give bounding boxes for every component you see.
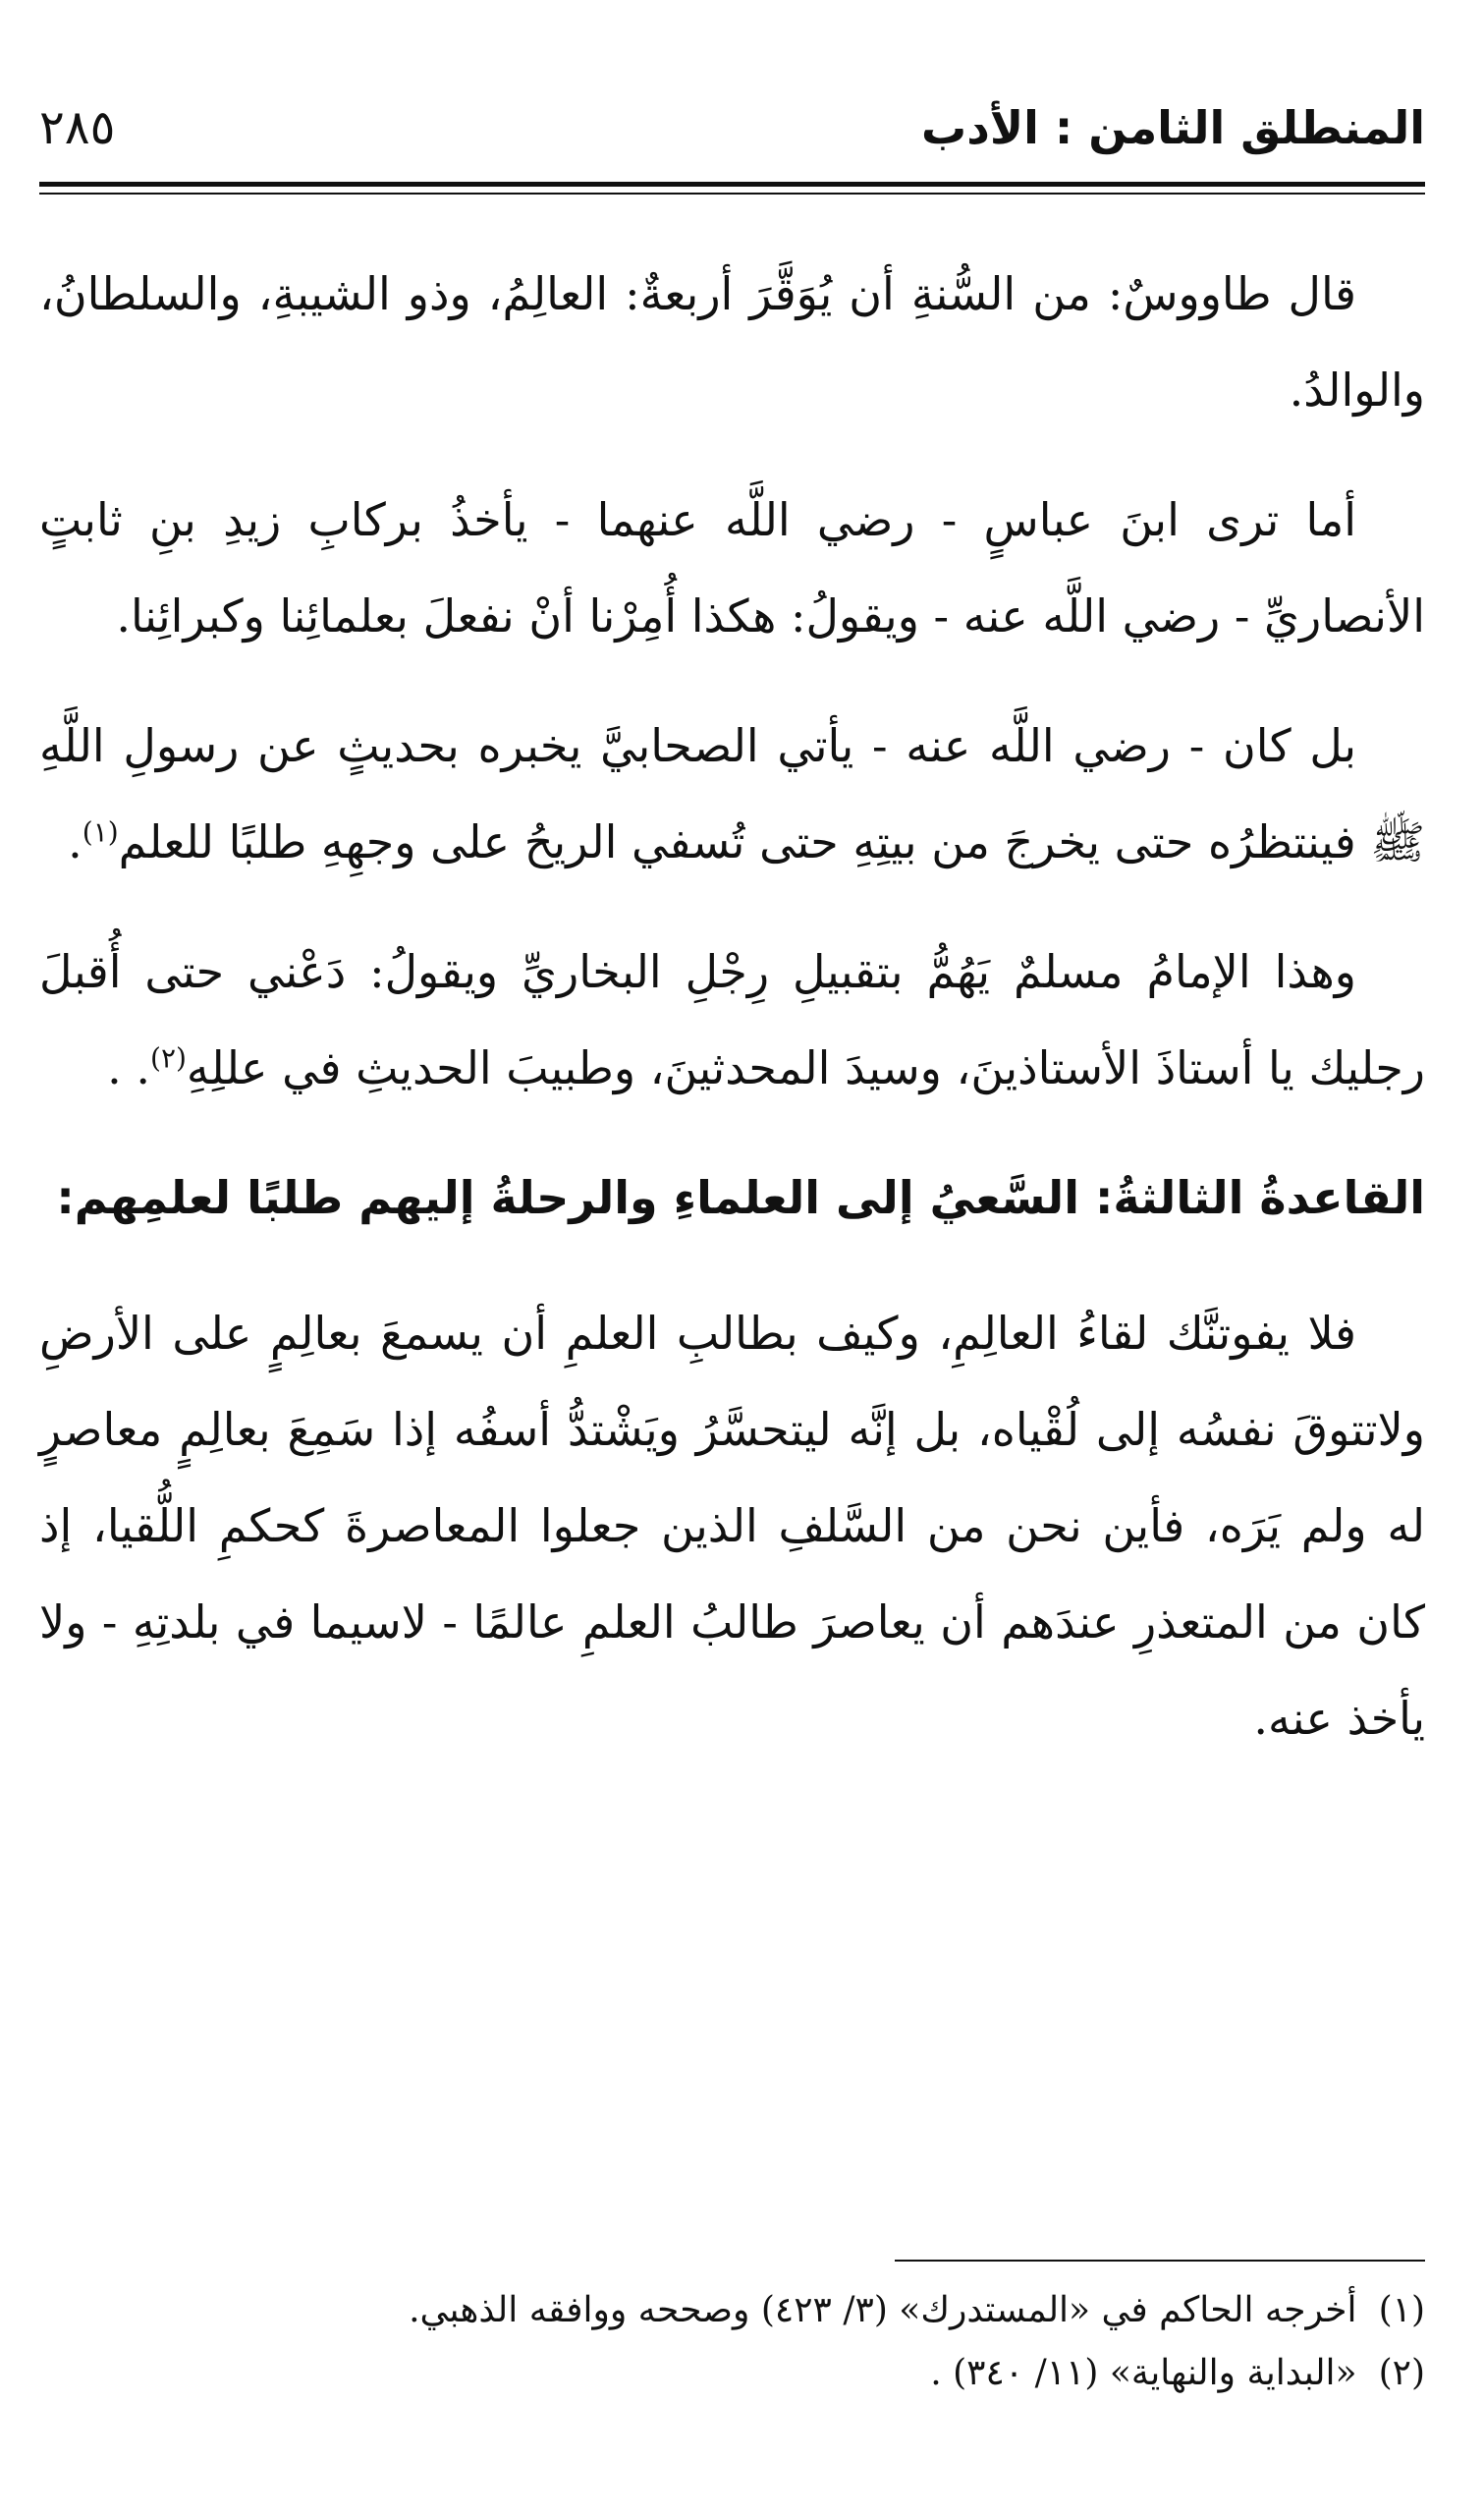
paragraph-ibn-abbas: أما ترى ابنَ عباسٍ - رضي اللَّه عنهما - يأخذُ بركابِ زيدِ بنِ ثابتٍ الأنصاريِّ - رضي اللَّه عنه - ويقولُ: هكذا أُمِرْنا أنْ نفعلَ بعلمائِنا وكبرائِنا.: [39, 493, 1425, 643]
paragraph-muslim: [39, 923, 1425, 1116]
page-number: ٢٨٥: [39, 100, 116, 155]
footnotes: [39, 2279, 1425, 2405]
section-heading: القاعدةُ الثالثةُ: السَّعيُ إلى العلماءِ والرحلةُ إليهم طلبًا لعلمِهم:: [56, 1171, 1425, 1224]
paragraph-muslim-text: وهذا الإمامُ مسلمٌ يَهُمُّ بتقبيلِ رِجْلِ البخاريِّ ويقولُ: دَعْني حتى أُقبلَ رجليك يا أستاذَ الأستاذينَ، وسيدَ المحدثينَ، وطبيبَ الحديثِ في عللِهِ: [39, 945, 1425, 1094]
page-header: [39, 93, 1425, 162]
footnote-ref-1: (١): [82, 815, 119, 849]
paragraph-companion-text: بل كان - رضي اللَّه عنه - يأتي الصحابيَّ يخبره بحديثٍ عن رسولِ اللَّهِ ﷺ فينتظرُه حتى يخرجَ من بيتِهِ حتى تُسفي الريحُ على وجهِهِ طلبًا للعلم: [39, 719, 1425, 868]
paragraph-companion-end: .: [68, 815, 82, 868]
footnote-1-text: أخرجه الحاكم في «المستدرك» (٣/ ٤٢٣) وصححه ووافقه الذهبي.: [409, 2290, 1357, 2330]
footnote-2-text: «البداية والنهاية» (١١/ ٣٤٠) .: [930, 2353, 1357, 2393]
footnote-2: [39, 2342, 1425, 2405]
paragraph-muslim-end: . .: [107, 1041, 150, 1094]
paragraph-companion: [39, 698, 1425, 890]
header-rule-thin: [39, 193, 1425, 195]
running-title: المنطلق الثامن : الأدب: [921, 101, 1425, 154]
header-rule-thick: [39, 182, 1425, 187]
paragraph-tawus: قال طاووسٌ: من السُّنةِ أن يُوَقَّرَ أربعةٌ: العالِمُ، وذو الشيبةِ، والسلطانُ، والوالدُ.: [39, 267, 1425, 417]
footnote-1-number: (١): [1378, 2290, 1425, 2330]
footnote-separator: [895, 2260, 1425, 2262]
footnote-2-number: (٢): [1378, 2353, 1425, 2393]
footnote-1: [39, 2279, 1425, 2342]
paragraph-meeting-scholar: فلا يفوتنَّك لقاءُ العالِمِ، وكيف بطالبِ العلمِ أن يسمعَ بعالِمٍ على الأرضِ ولاتتوقَ نفسُه إلى لُقْياه، بل إنَّه ليتحسَّرُ ويَشْتدُّ أسفُه إذا سَمِعَ بعالِمٍ معاصرٍ له ولم يَرَه، فأين نحن من السَّلفِ الذين جعلوا المعاصرةَ كحكمِ اللُّقيا، إذ كان من المتعذرِ عندَهم أن يعاصرَ طالبُ العلمِ عالمًا - لاسيما في بلدتِهِ - ولا يأخذ عنه.: [39, 1307, 1425, 1745]
footnote-ref-2: (٢): [150, 1041, 187, 1075]
main-text: [39, 246, 1425, 1800]
